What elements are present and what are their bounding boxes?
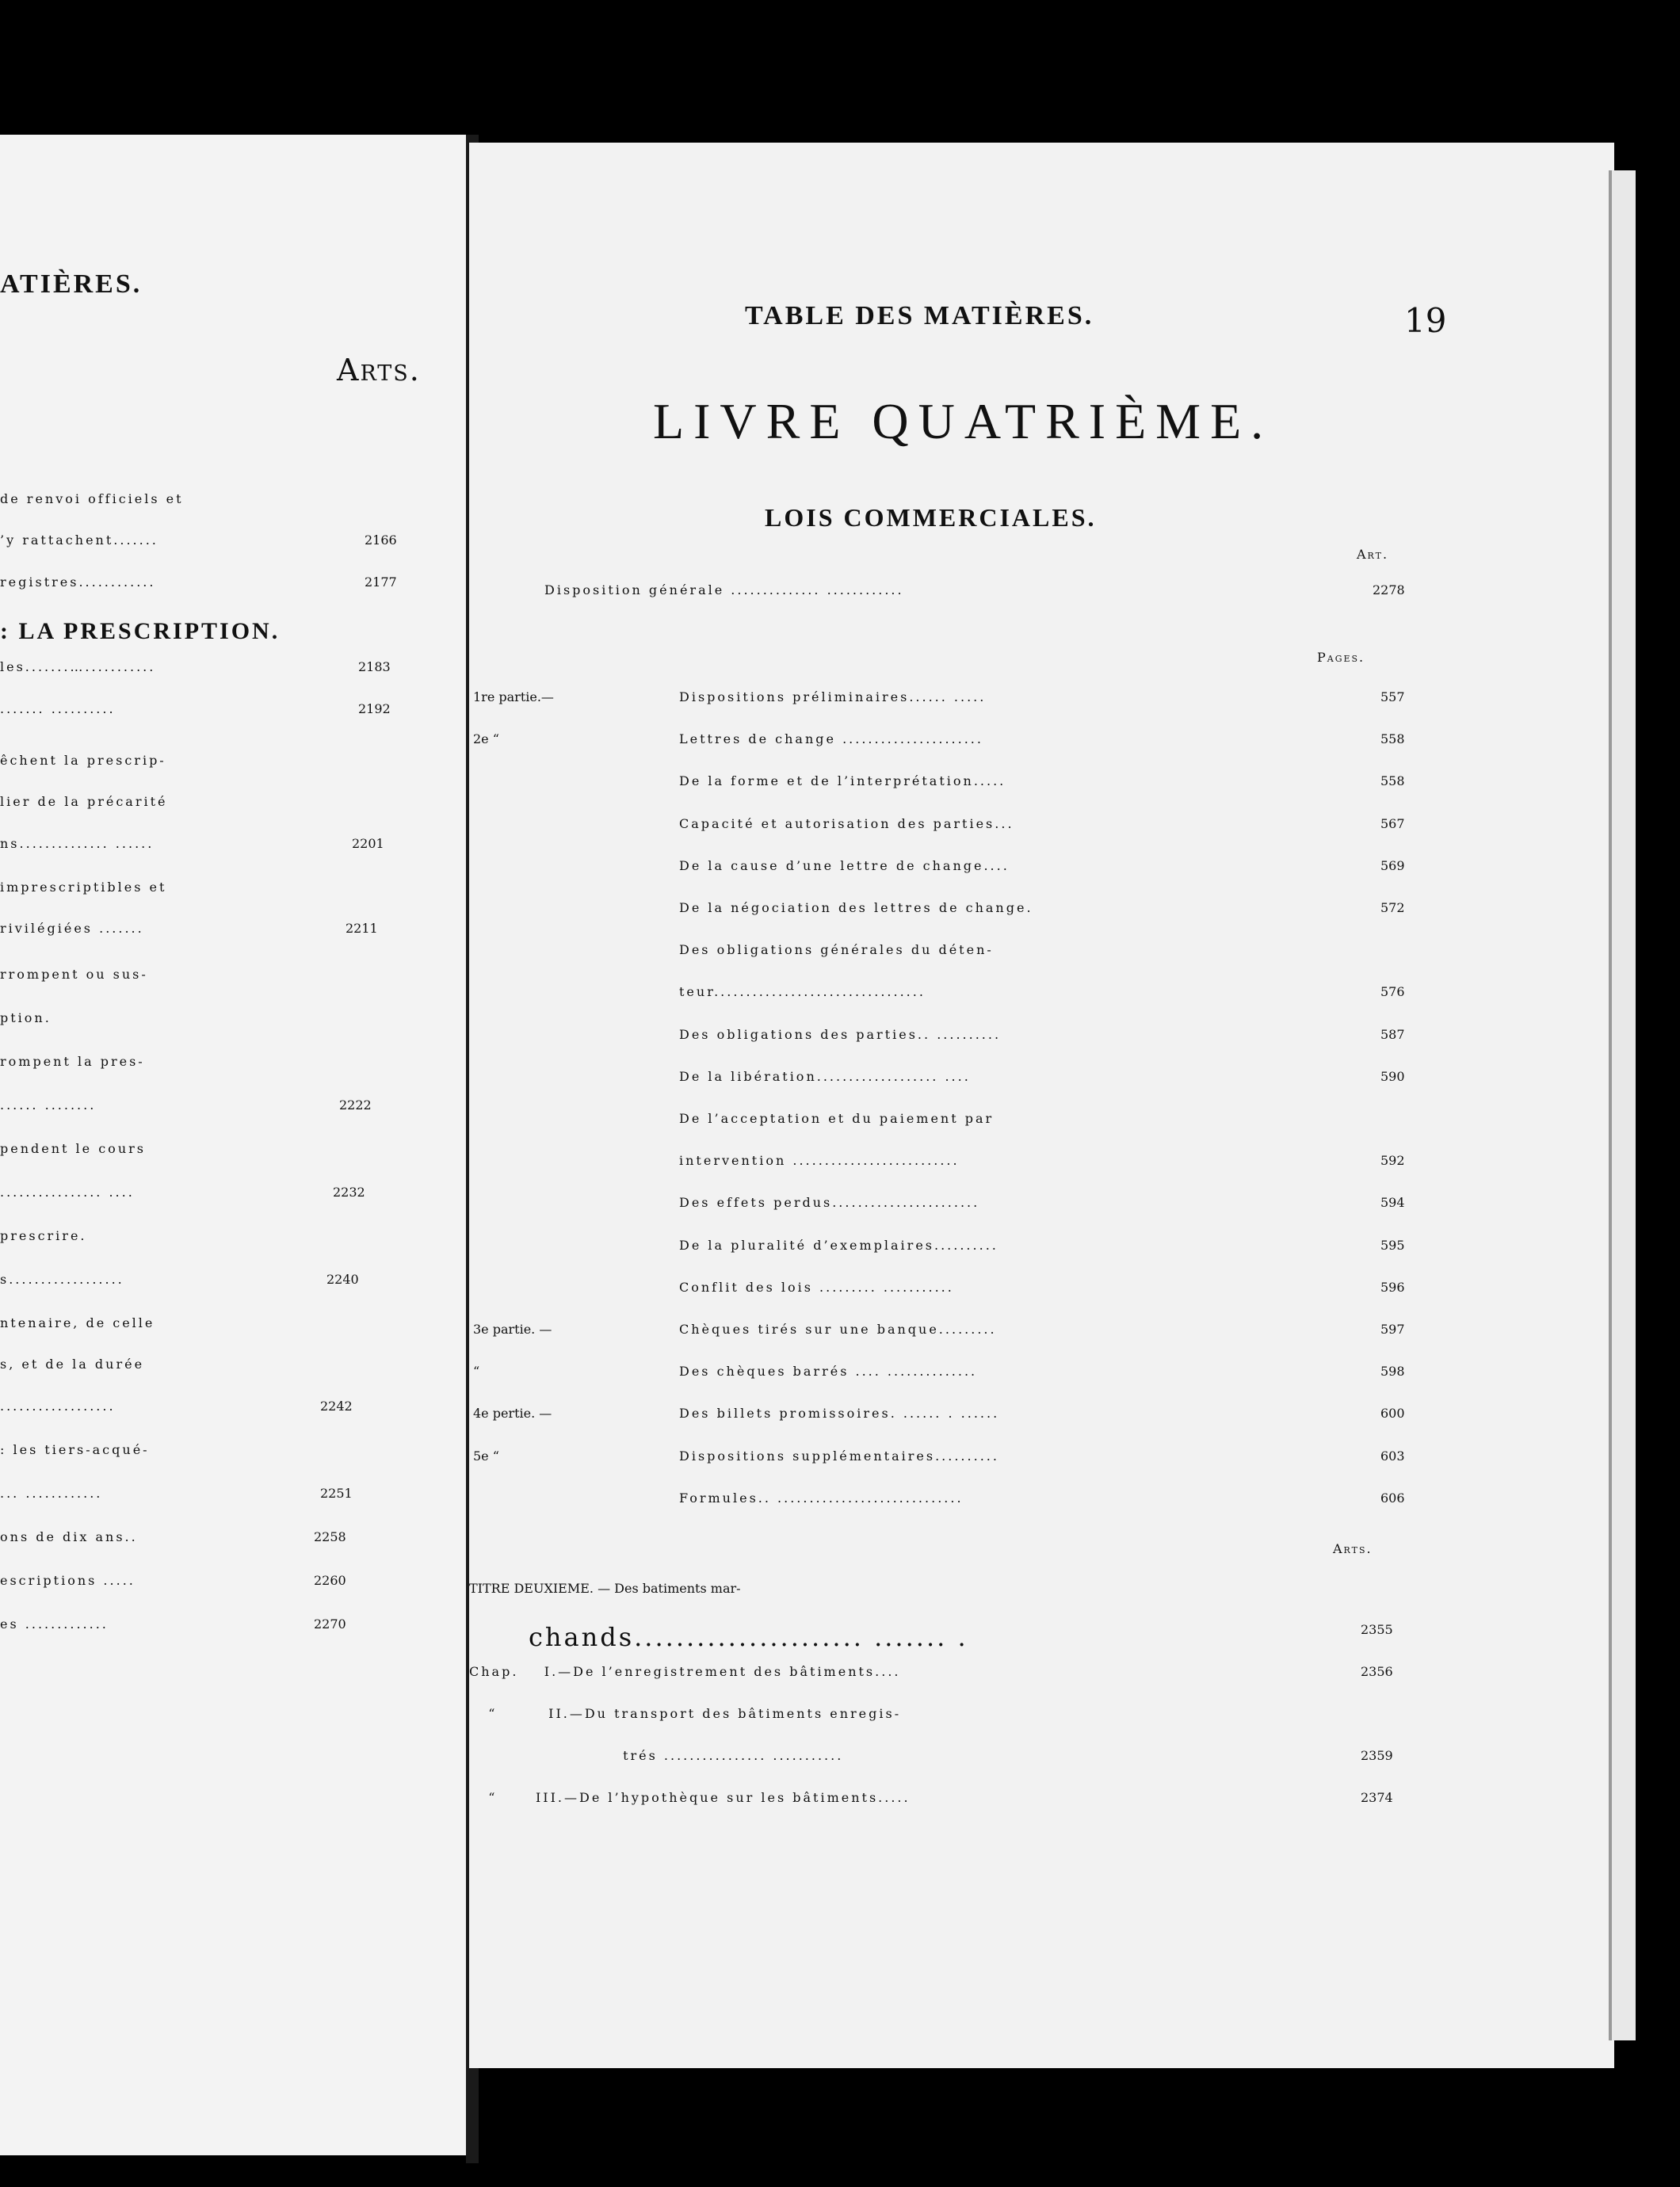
titre-deuxieme-cont: chands...................... ....... . — [529, 1622, 968, 1652]
entry-label: 1re partie.— — [473, 689, 554, 704]
left-entry-number: 2201 — [352, 836, 384, 851]
left-entry-text: rivilégiées ....... — [0, 921, 144, 936]
left-entry-text: ption. — [0, 1010, 52, 1025]
left-entry-number: 2242 — [320, 1399, 353, 1414]
left-arts-heading: Arts. — [337, 353, 421, 387]
left-entry-text: ’y rattachent....... — [0, 532, 158, 548]
entry-page-number: 597 — [1380, 1322, 1405, 1337]
left-entry-text: es ............. — [0, 1616, 109, 1632]
left-entry-text: : les tiers-acqué- — [0, 1442, 150, 1457]
entry-page-number: 592 — [1380, 1153, 1405, 1169]
left-entry-text: ....... .......... — [0, 701, 116, 716]
left-entry-number: 2260 — [314, 1573, 346, 1588]
left-entry-text: ns.............. ...... — [0, 836, 155, 851]
chapter-number: 2374 — [1361, 1790, 1393, 1805]
entry-text: Des chèques barrés .... .............. — [679, 1364, 978, 1380]
entry-page-number: 606 — [1380, 1490, 1405, 1506]
entry-text: Des effets perdus....................... — [679, 1195, 980, 1211]
left-entry-text: ons de dix ans.. — [0, 1529, 138, 1544]
titre-deuxieme: TITRE DEUXIEME. — Des batiments mar- — [469, 1581, 741, 1596]
general-disposition-number: 2278 — [1373, 582, 1405, 597]
entry-page-number: 603 — [1380, 1448, 1405, 1464]
left-entry-text: prescrire. — [0, 1228, 87, 1243]
entry-text: intervention .......................... — [679, 1153, 960, 1169]
entry-page-number: 576 — [1380, 984, 1405, 1000]
page-edge — [1609, 170, 1636, 2040]
entry-label: “ — [473, 1364, 480, 1380]
entry-label: 5e “ — [473, 1448, 499, 1464]
left-entry-text: pendent le cours — [0, 1141, 146, 1156]
entry-text: Des obligations des parties.. .......... — [679, 1026, 1002, 1042]
entry-page-number: 567 — [1380, 815, 1405, 831]
left-entry-number: 2222 — [339, 1097, 372, 1113]
entry-text: De la cause d’une lettre de change.... — [679, 857, 1010, 873]
left-entry-text: les.......…........... — [0, 659, 156, 674]
left-entry-number: 2211 — [346, 921, 378, 936]
left-entry-text: s.................. — [0, 1272, 124, 1287]
left-entry-text: rrompent ou sus- — [0, 967, 148, 982]
left-entry-text: imprescriptibles et — [0, 880, 167, 895]
chapter-text: “ II.—Du transport des bâtiments enregis- — [469, 1706, 902, 1721]
left-entry-text: lier de la précarité — [0, 794, 168, 809]
entry-page-number: 587 — [1380, 1026, 1405, 1042]
art-heading: Art. — [1357, 547, 1389, 562]
left-entry-text: : LA PRESCRIPTION. — [0, 618, 281, 644]
entry-page-number: 590 — [1380, 1068, 1405, 1084]
entry-text: Capacité et autorisation des parties... — [679, 815, 1014, 831]
running-header: TABLE DES MATIÈRES. — [745, 301, 1094, 330]
left-entry-number: 2258 — [314, 1529, 346, 1544]
entry-text: teur................................. — [679, 984, 926, 1000]
left-entry-number: 2240 — [326, 1272, 359, 1287]
left-entry-text: ................ .... — [0, 1185, 135, 1200]
entry-page-number: 569 — [1380, 857, 1405, 873]
left-page-header: ATIÈRES. — [0, 269, 143, 299]
entry-text: De la libération................... .... — [679, 1068, 971, 1084]
entry-label: 3e partie. — — [473, 1322, 552, 1337]
entry-text: Dispositions supplémentaires.......... — [679, 1448, 999, 1464]
left-entry-text: .................. — [0, 1399, 116, 1414]
chapter-text: Chap. I.—De l’enregistrement des bâtiments.... — [469, 1664, 901, 1679]
left-entry-text: êchent la prescrip- — [0, 753, 166, 768]
entry-text: De la négociation des lettres de change. — [679, 900, 1033, 915]
arts-heading: Arts. — [1333, 1541, 1373, 1556]
left-entry-number: 2177 — [365, 574, 397, 590]
chapter-text: trés ................ ........... — [469, 1748, 844, 1763]
left-entry-text: ... ............ — [0, 1486, 103, 1501]
entry-text: De l’acceptation et du paiement par — [679, 1111, 995, 1126]
entry-text: Formules.. ............................. — [679, 1490, 964, 1506]
entry-page-number: 557 — [1380, 689, 1405, 704]
left-entry-text: escriptions ..... — [0, 1573, 136, 1588]
entry-page-number: 596 — [1380, 1279, 1405, 1295]
left-entry-text: ...... ........ — [0, 1097, 97, 1113]
page-number: 19 — [1404, 301, 1447, 340]
entry-text: Dispositions préliminaires...... ..... — [679, 689, 987, 704]
section-title: LOIS COMMERCIALES. — [765, 503, 1097, 532]
entry-label: 4e pertie. — — [473, 1406, 552, 1422]
right-page — [469, 143, 1614, 2068]
chapter-number: 2356 — [1361, 1664, 1393, 1679]
entry-page-number: 594 — [1380, 1195, 1405, 1211]
entry-page-number: 572 — [1380, 900, 1405, 915]
entry-text: Lettres de change ...................... — [679, 731, 983, 747]
entry-text: Conflit des lois ......... ........... — [679, 1279, 954, 1295]
entry-page-number: 598 — [1380, 1364, 1405, 1380]
left-entry-number: 2251 — [320, 1486, 353, 1501]
left-entry-number: 2183 — [358, 659, 391, 674]
entry-text: Des obligations générales du déten- — [679, 942, 994, 958]
left-entry-text: de renvoi officiels et — [0, 491, 184, 506]
general-disposition: Disposition générale .............. ............ — [544, 582, 904, 597]
entry-label: 2e “ — [473, 731, 499, 747]
left-entry-number: 2166 — [365, 532, 397, 548]
pages-heading: Pages. — [1317, 650, 1365, 665]
book-title: LIVRE QUATRIÈME. — [653, 393, 1273, 449]
left-entry-text: registres............ — [0, 574, 156, 590]
entry-text: De la pluralité d’exemplaires.......... — [679, 1237, 998, 1253]
left-entry-number: 2270 — [314, 1616, 346, 1632]
entry-page-number: 600 — [1380, 1406, 1405, 1422]
left-entry-number: 2192 — [358, 701, 391, 716]
chapter-number: 2359 — [1361, 1748, 1393, 1763]
titre-deuxieme-number: 2355 — [1361, 1622, 1393, 1637]
left-page — [0, 135, 468, 2155]
entry-page-number: 558 — [1380, 731, 1405, 747]
entry-page-number: 595 — [1380, 1237, 1405, 1253]
left-entry-text: s, et de la durée — [0, 1357, 145, 1372]
chapter-text: “ III.—De l’hypothèque sur les bâtiments..... — [469, 1790, 911, 1805]
left-entry-number: 2232 — [333, 1185, 365, 1200]
left-entry-text: ntenaire, de celle — [0, 1315, 155, 1330]
entry-page-number: 558 — [1380, 773, 1405, 789]
entry-text: Chèques tirés sur une banque......... — [679, 1322, 997, 1337]
entry-text: Des billets promissoires. ...... . ...... — [679, 1406, 1000, 1422]
left-entry-text: rompent la pres- — [0, 1054, 145, 1069]
entry-text: De la forme et de l’interprétation..... — [679, 773, 1006, 789]
